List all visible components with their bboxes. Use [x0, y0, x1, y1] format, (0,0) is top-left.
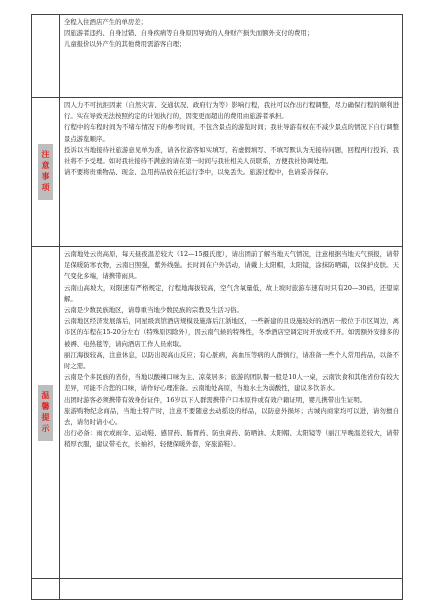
empty-label-cell — [32, 579, 60, 599]
precaution-item: 因人力不可抗拒因素（自然灾害、交通状况、政府行为等）影响行程，我社可以作出行程调整，尽力确保行程的顺利进行。实在导致无法按照约定的计划执行的，因变更而超出的费用由旅游者承担。 — [64, 101, 399, 121]
tip-item: 云南是个多民族的省份，当地以酸辣口味为主、凉菜居多；旅游的团队餐一般是10人一桌，云南饮食和其他省份有较大差异，可能不合您的口味，请作好心理准备。云南地处高原，当地水土为弱酸性，建议多饮茶水。 — [64, 373, 399, 393]
tips-label: 温馨提示 — [38, 385, 53, 441]
precautions-row — [32, 97, 402, 246]
fee-exclusion-item: 全程入住酒店产生的单房差； — [64, 18, 148, 26]
fee-exclusion-item: 因旅游者违约、自身过错、自身疾病等自身原因导致的人身财产损失而额外支付的费用； — [64, 29, 314, 38]
fee-exclusions-row — [32, 15, 402, 97]
precaution-item: 行程中的车程时间为不堵车情况下的参考时间，不包含景点的游览时间；我社导游有权在不减少景点的情况下自行调整景点游览顺序。 — [64, 123, 399, 143]
tip-item: 云南地区经济发展落后，同星级宾馆酒店规模设施落后江浙地区，一些新建的且设施较好的酒店一般位于市区周边，离市区的车程在15-20分左右（特殊原因除外），因云南气候的特殊性，冬季酒店空调定时开放或不开。如需额外安排多的被褥、电热毯等，请向酒店工作人员索取。 — [64, 317, 399, 348]
empty-bottom-row — [32, 578, 402, 599]
precautions-content — [60, 98, 402, 246]
tips-row — [32, 246, 402, 578]
precaution-item: 投诉以当地接待社旅游意见单为准，请各位游客如实填写，若虚假填写、不填写默认为无接待问题，回程再行投诉，我社将不予受理。如对我社接待不满意的请在第一时间与我社相关人员联系，方便我社协调处理。 — [64, 145, 399, 166]
fee-exclusion-item: 儿童报价以外产生的其他费用需游客自理； — [64, 40, 186, 49]
fee-exclusions-label-cell — [32, 15, 60, 97]
tip-item: 出行必备：雨衣或雨伞、运动鞋、感冒药、肠胃药、防虫膏药、防晒油、太阳帽、太阳镜等（丽江早晚温差较大，请带稍厚衣服，建议带毛衣，长袖衫，轻便保暖外套，穿旅游鞋）。 — [64, 429, 399, 449]
tip-item: 云南是少数民族地区，请尊重当地少数民族的宗教及生活习俗。 — [64, 306, 243, 315]
tip-item: 云南山高坡大，对限速有严格规定，行程地海拔较高，空气含氧量低，故上坡时旅游车速有时只有20—30码，还望谅解。 — [64, 283, 399, 303]
precaution-item: 请不要将贵重物品、现金、急用药品放在托运行李中，以免丢失。旅游过程中，也请妥善保存。 — [64, 168, 333, 177]
fee-exclusions-content — [60, 15, 402, 97]
tip-item: 云南地处云贵高原，每天昼夜温差较大（12—15摄氏度），请出团前了解当地天气情况，注意根据当地天气预报，请带足保暖防寒衣物，云南日照强，紫外线强。长时间在户外活动，请戴上太阳帽，太阳镜，涂抹防晒霜，以保护皮肤。天气变化多端，请携带雨具。 — [64, 250, 399, 281]
precautions-label-cell — [32, 98, 60, 246]
tips-content — [60, 247, 402, 578]
tip-item: 旅游购物纪念商品，当地土特产时，注意不要随意去动摇设的样品，以防意外损坏；古城内商家均可以进，请勿擅自去，请勿时请小心。 — [64, 406, 399, 427]
tips-label-cell — [32, 247, 60, 578]
itinerary-notes-table — [31, 14, 403, 600]
empty-content-cell — [60, 579, 402, 599]
precautions-label: 注意事项 — [38, 144, 53, 200]
tip-item: 丽江海拔较高，注意休息，以防出现高山反应；有心脏病，高血压等病的人群慎行，请准备一些个人常用药品，以备不时之需。 — [64, 350, 399, 371]
tip-item: 出团时游客必须携带有效身份证件，16岁以下人群需携带户口本原件或有效户籍证明，婴儿携带出生证明。 — [64, 395, 367, 404]
